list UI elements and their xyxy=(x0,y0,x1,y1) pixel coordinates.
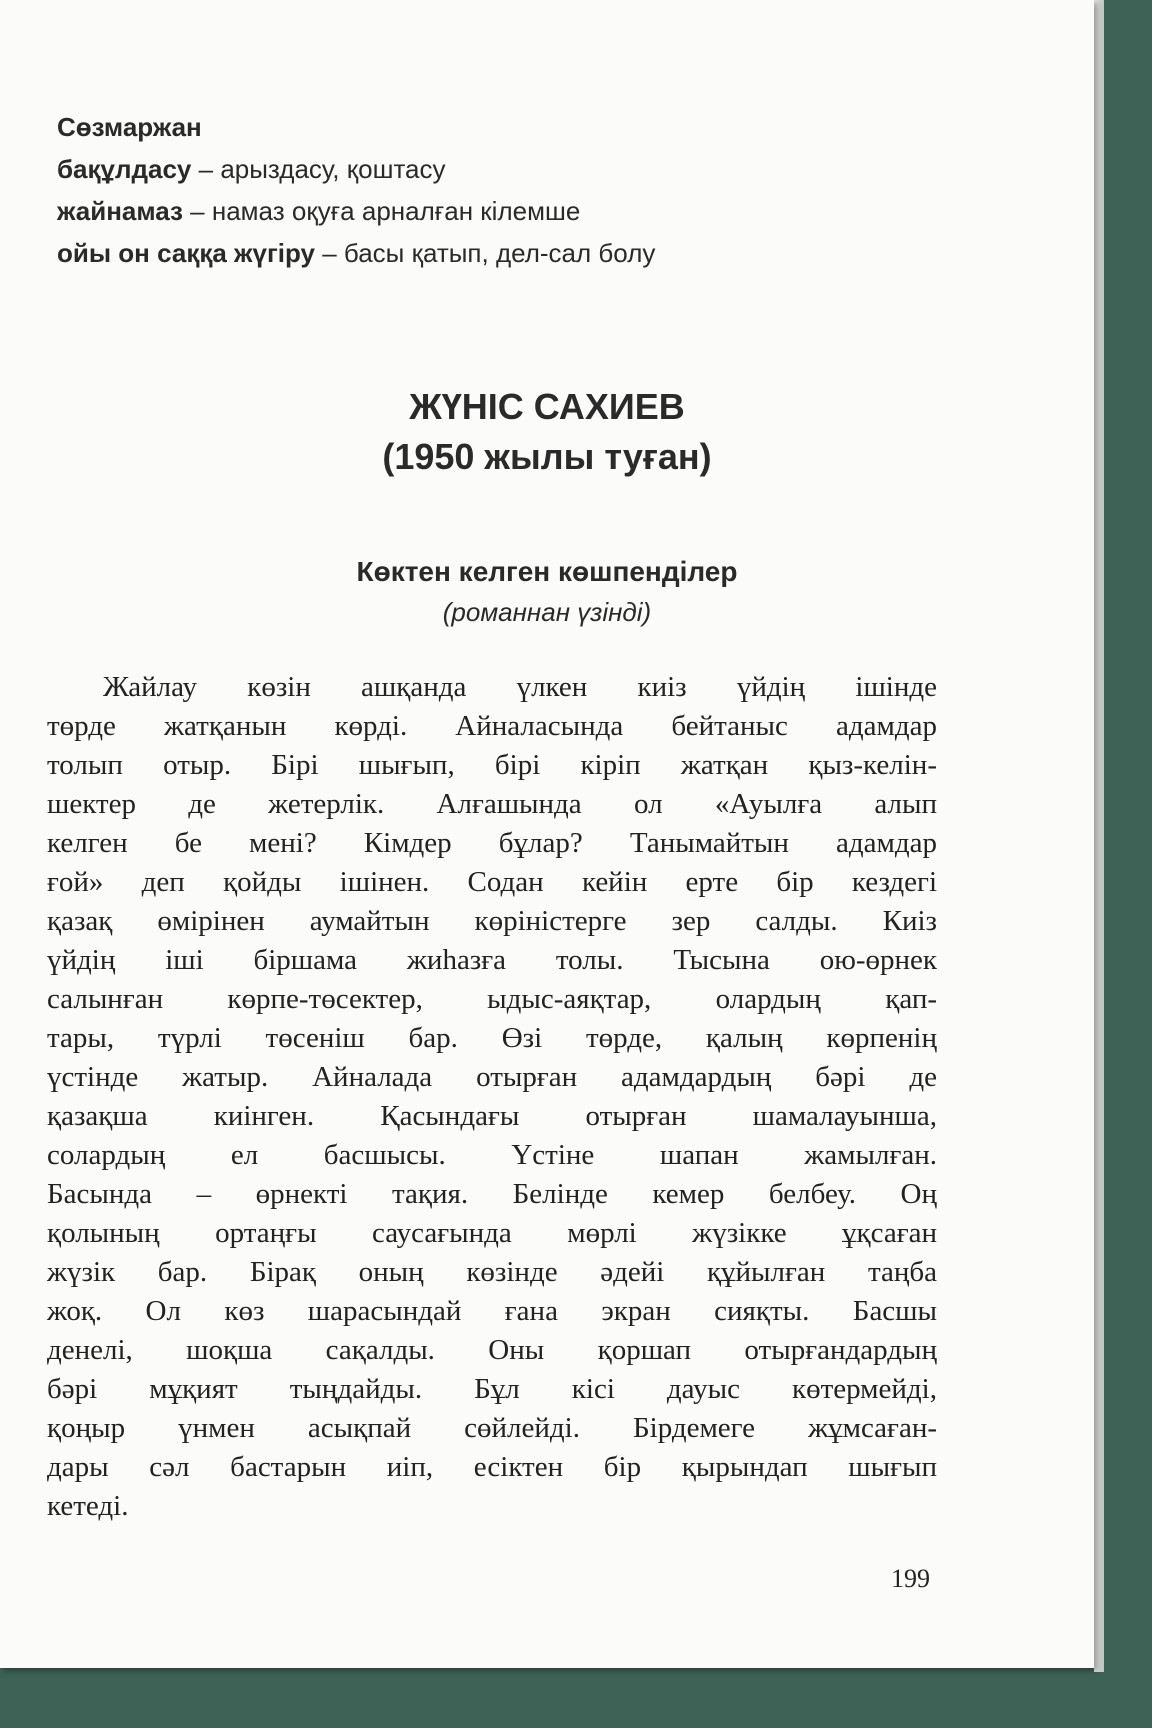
text-line: тары, түрлі төсеніш бар. Өзі төрде, қалың көрпенің xyxy=(47,1022,937,1054)
text-line: дары сәл бастарын иіп, есіктен бір қырындап шығып xyxy=(47,1451,937,1483)
text-line: үйдің іші біршама жиһазға толы. Тысына ою-өрнек xyxy=(47,944,937,976)
glossary-term: ойы он саққа жүгіру xyxy=(57,238,315,268)
text-line: қолының ортаңғы саусағында мөрлі жүзікке ұқсаған xyxy=(47,1217,937,1249)
text-line: салынған көрпе-төсектер, ыдыс-аяқтар, олардың қап- xyxy=(47,983,937,1015)
text-line: Басында – өрнекті тақия. Белінде кемер белбеу. Оң xyxy=(47,1178,937,1210)
text-line: солардың ел басшысы. Үстіне шапан жамылған. xyxy=(47,1139,937,1171)
text-line: толып отыр. Бірі шығып, бірі кіріп жатқан қыз-келін- xyxy=(47,749,937,781)
glossary-entry xyxy=(57,190,957,232)
text-line: жүзік бар. Бірақ оның көзінде әдейі құйылған таңба xyxy=(47,1256,937,1288)
text-line: келген бе мені? Кімдер бұлар? Танымайтын адамдар xyxy=(47,827,937,859)
text-line: жоқ. Ол көз шарасындай ғана экран сияқты. Басшы xyxy=(47,1295,937,1327)
glossary-term: жайнамаз xyxy=(57,196,183,226)
text-line: қазақша киінген. Қасындағы отырған шамалауынша, xyxy=(47,1100,937,1132)
glossary-entry xyxy=(57,148,957,190)
glossary-heading: Сөзмаржан xyxy=(57,112,202,142)
work-subtitle: (романнан үзінді) xyxy=(442,597,652,627)
glossary-term: бақұлдасу xyxy=(57,154,192,184)
text-line: қазақ өмірінен аумайтын көріністерге зер салды. Киіз xyxy=(47,905,937,937)
text-line: қоңыр үнмен асықпай сөйлейді. Бірдемеге жұмсаған- xyxy=(47,1412,937,1444)
body-text xyxy=(47,668,937,1526)
text-line: денелі, шоқша сақалды. Оны қоршап отырғандардың xyxy=(47,1334,937,1366)
glossary-definition: – намаз оқуға арналған кілемше xyxy=(182,196,581,226)
author-years: (1950 жылы туған) xyxy=(382,436,712,477)
page-number: 199 xyxy=(891,1564,930,1593)
text-line: Жайлау көзін ашқанда үлкен киіз үйдің ішінде xyxy=(103,671,937,703)
text-line: бәрі мұқият тыңдайды. Бұл кісі дауыс көтермейді, xyxy=(47,1373,937,1405)
text-line: үстінде жатыр. Айналада отырған адамдардың бәрі де xyxy=(47,1061,937,1093)
page-edge xyxy=(1094,0,1104,1672)
glossary-entry xyxy=(57,232,957,274)
text-line: ғой» деп қойды ішінен. Содан кейін ерте бір кездегі xyxy=(47,866,937,898)
text-line: кетеді. xyxy=(47,1490,129,1522)
glossary-definition: – арыздасу, қоштасу xyxy=(191,154,446,184)
author-name: ЖҮНІС САХИЕВ xyxy=(409,386,685,427)
text-line: шектер де жетерлік. Алғашында ол «Ауылға алып xyxy=(47,788,937,820)
work-title: Көктен келген көшпенділер xyxy=(356,556,738,587)
text-line: төрде жатқанын көрді. Айналасында бейтаныс адамдар xyxy=(47,710,937,742)
glossary xyxy=(57,106,957,274)
glossary-definition: – басы қатып, дел-сал болу xyxy=(315,238,656,268)
